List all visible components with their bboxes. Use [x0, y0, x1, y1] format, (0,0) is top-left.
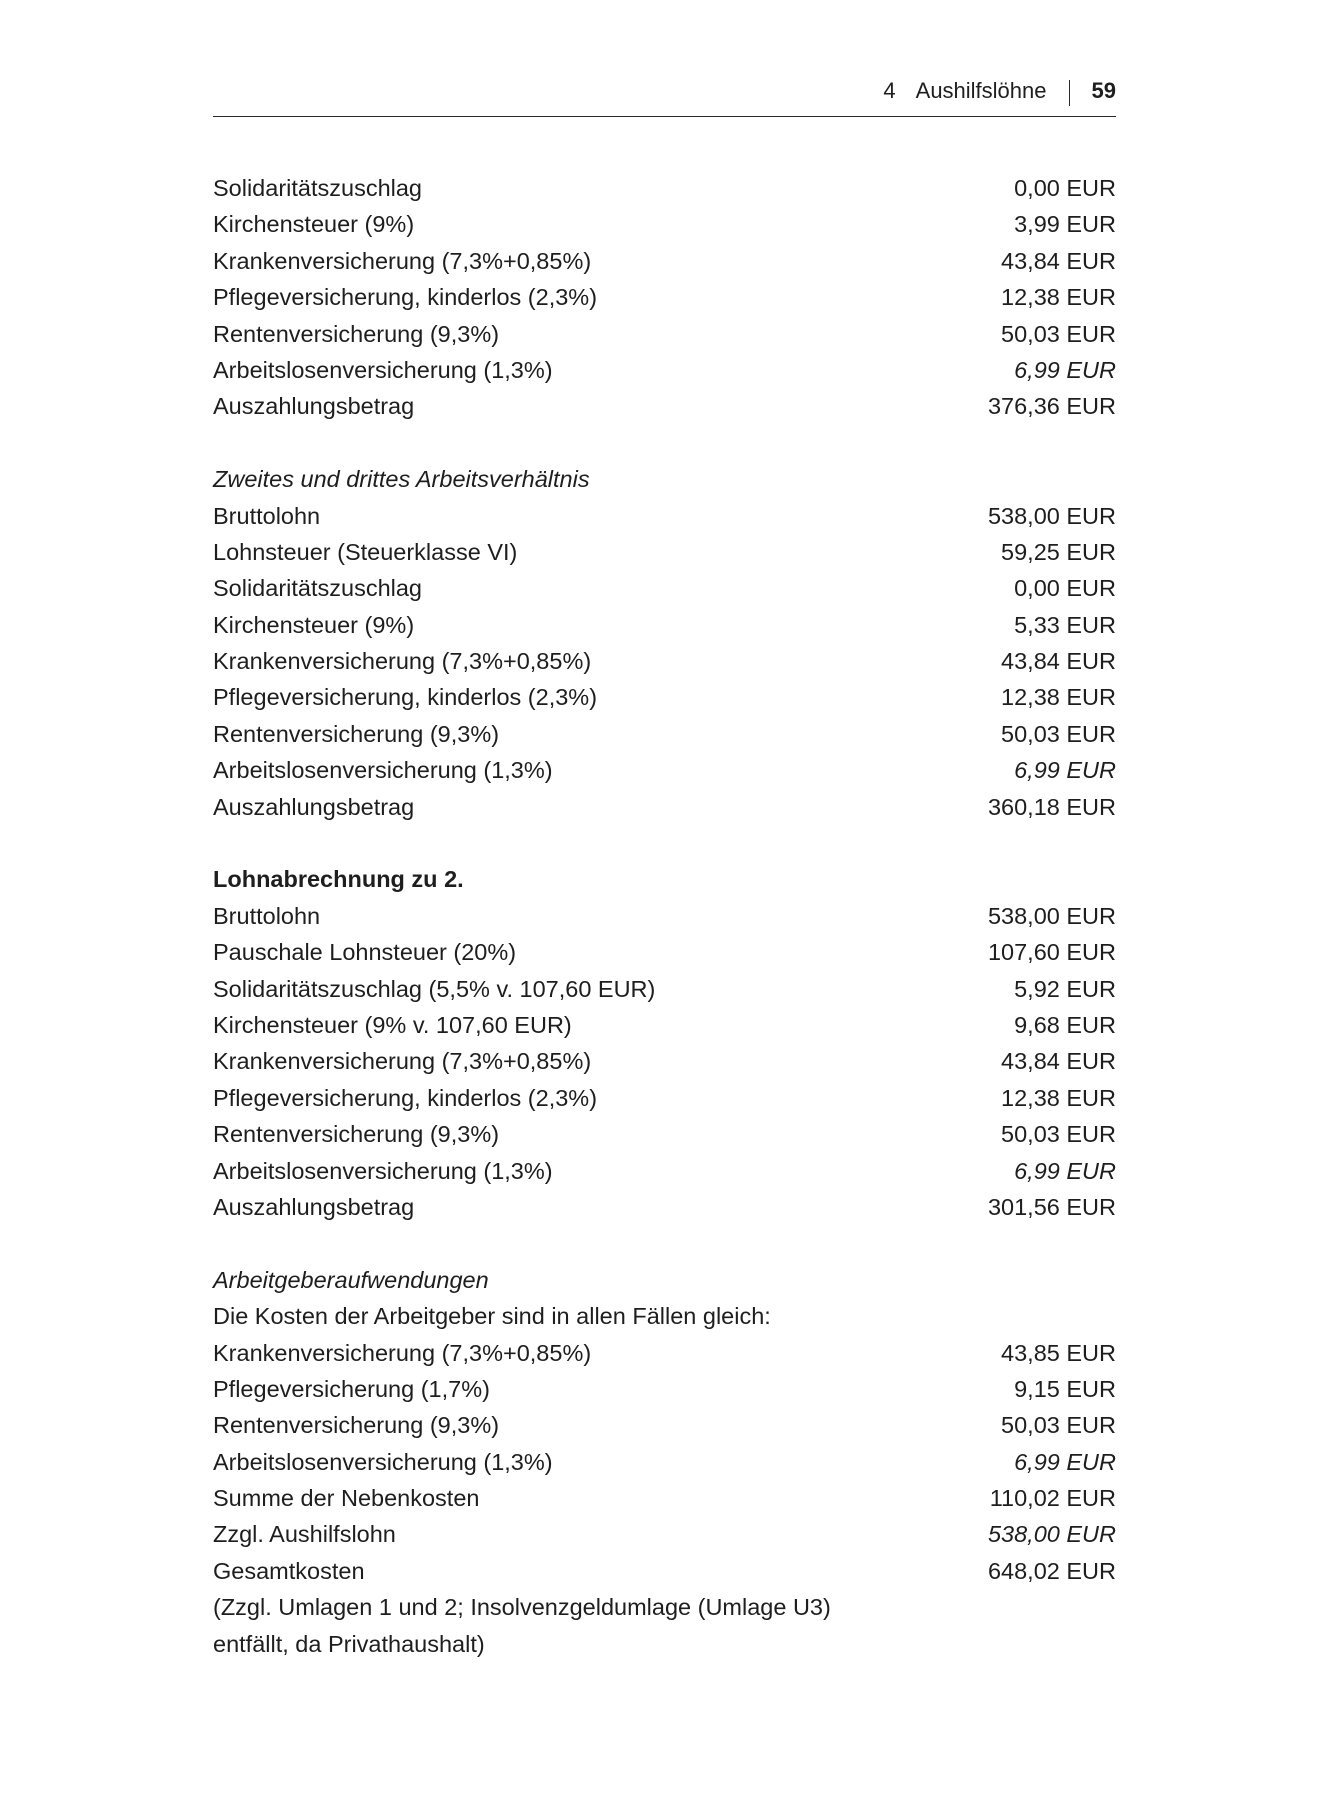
row-value: 6,99 EUR — [1014, 356, 1116, 383]
table-row — [213, 534, 1116, 570]
row-value: 6,99 EUR — [1014, 1448, 1116, 1475]
table-row — [213, 1553, 1116, 1589]
row-value: 43,85 EUR — [1001, 1339, 1116, 1366]
row-label: Arbeitslosenversicherung (1,3%) — [213, 1448, 553, 1475]
row-label: Summe der Nebenkosten — [213, 1485, 480, 1512]
row-label: Krankenversicherung (7,3%+0,85%) — [213, 648, 592, 675]
table-row — [213, 1444, 1116, 1480]
table-row — [213, 243, 1116, 279]
row-value: 110,02 EUR — [989, 1485, 1116, 1512]
table-row — [213, 934, 1116, 970]
table-row — [213, 279, 1116, 315]
running-header — [213, 78, 1116, 117]
row-value: 6,99 EUR — [1014, 1157, 1116, 1184]
spacer — [213, 425, 1116, 461]
table-row — [213, 716, 1116, 752]
table-row — [213, 388, 1116, 424]
table-row — [213, 1189, 1116, 1225]
table-row — [213, 1516, 1116, 1552]
row-label: Solidaritätszuschlag — [213, 575, 422, 602]
row-value: 43,84 EUR — [1001, 247, 1116, 274]
section-heading: Lohnabrechnung zu 2. — [213, 866, 464, 893]
row-label: Kirchensteuer (9% v. 107,60 EUR) — [213, 1011, 572, 1038]
block-second-third-employment — [213, 461, 1116, 825]
table-row — [213, 498, 1116, 534]
table-row — [213, 352, 1116, 388]
table-row — [213, 789, 1116, 825]
row-label: Rentenversicherung (9,3%) — [213, 320, 500, 347]
row-label: Solidaritätszuschlag — [213, 175, 422, 201]
row-value: 50,03 EUR — [1001, 1412, 1116, 1439]
intro-text: Die Kosten der Arbeitgeber sind in allen Fällen gleich: — [213, 1303, 771, 1330]
row-value: 648,02 EUR — [987, 1557, 1116, 1584]
row-label: Bruttolohn — [213, 902, 321, 929]
row-value: 43,84 EUR — [1001, 1048, 1116, 1075]
row-value: 538,00 EUR — [987, 902, 1116, 929]
block-payroll-2 — [213, 861, 1116, 1225]
row-label: Rentenversicherung (9,3%) — [213, 720, 500, 747]
row-label: Solidaritätszuschlag (5,5% v. 107,60 EUR) — [213, 975, 656, 1002]
page-content — [213, 170, 1116, 1662]
section-heading: Zweites und drittes Arbeitsverhältnis — [213, 466, 590, 493]
row-label: Krankenversicherung (7,3%+0,85%) — [213, 1048, 592, 1075]
row-label: Arbeitslosenversicherung (1,3%) — [213, 1157, 553, 1184]
row-value: 12,38 EUR — [1001, 284, 1116, 311]
row-label: Rentenversicherung (9,3%) — [213, 1412, 500, 1439]
table-row — [213, 206, 1116, 242]
chapter-number: 4 — [883, 78, 896, 103]
row-value: 59,25 EUR — [1001, 538, 1116, 565]
table-row — [213, 1480, 1116, 1516]
row-label: Gesamtkosten — [213, 1557, 365, 1584]
row-value: 5,92 EUR — [1014, 975, 1116, 1002]
page-number: 59 — [1091, 78, 1116, 103]
header-separator — [1069, 80, 1070, 106]
row-value: 301,56 EUR — [987, 1193, 1116, 1220]
spacer — [213, 1225, 1116, 1261]
table-row — [213, 898, 1116, 934]
row-label: Pflegeversicherung, kinderlos (2,3%) — [213, 1084, 598, 1111]
row-label: Auszahlungsbetrag — [213, 393, 415, 420]
row-value: 538,00 EUR — [987, 1521, 1116, 1548]
row-value: 50,03 EUR — [1001, 720, 1116, 747]
note-line: entfällt, da Privathaushalt) — [213, 1630, 485, 1657]
row-label: Krankenversicherung (7,3%+0,85%) — [213, 247, 592, 274]
table-row — [213, 1007, 1116, 1043]
row-label: Arbeitslosenversicherung (1,3%) — [213, 356, 553, 383]
row-value: 107,60 EUR — [987, 939, 1116, 966]
row-label: Kirchensteuer (9%) — [213, 611, 415, 638]
table-row — [213, 643, 1116, 679]
table-row — [213, 971, 1116, 1007]
row-label: Bruttolohn — [213, 502, 321, 529]
table-row — [213, 170, 1116, 206]
chapter-title: Aushilfslöhne — [915, 78, 1047, 103]
table-row — [213, 1116, 1116, 1152]
row-value: 9,68 EUR — [1014, 1011, 1116, 1038]
row-label: Auszahlungsbetrag — [213, 793, 415, 820]
row-value: 50,03 EUR — [1001, 1121, 1116, 1148]
block-first-employment — [213, 170, 1116, 425]
row-value: 12,38 EUR — [1001, 1084, 1116, 1111]
block-employer-costs — [213, 1262, 1116, 1662]
table-row — [213, 1043, 1116, 1079]
row-value: 50,03 EUR — [1001, 320, 1116, 347]
table-row — [213, 752, 1116, 788]
row-label: Zzgl. Aushilfslohn — [213, 1521, 396, 1548]
spacer — [213, 825, 1116, 861]
row-label: Pauschale Lohnsteuer (20%) — [213, 939, 517, 966]
row-label: Pflegeversicherung, kinderlos (2,3%) — [213, 284, 598, 311]
row-label: Kirchensteuer (9%) — [213, 211, 415, 238]
row-value: 376,36 EUR — [987, 393, 1116, 420]
row-value: 3,99 EUR — [1014, 211, 1116, 238]
row-value: 5,33 EUR — [1014, 611, 1116, 638]
table-row — [213, 1153, 1116, 1189]
row-value: 6,99 EUR — [1014, 757, 1116, 784]
row-value: 0,00 EUR — [1014, 575, 1116, 602]
table-row — [213, 1407, 1116, 1443]
note-line: (Zzgl. Umlagen 1 und 2; Insolvenzgeldumlage (Umlage U3) — [213, 1594, 831, 1621]
row-value: 43,84 EUR — [1001, 648, 1116, 675]
row-label: Rentenversicherung (9,3%) — [213, 1121, 500, 1148]
table-row — [213, 316, 1116, 352]
table-row — [213, 570, 1116, 606]
row-value: 9,15 EUR — [1014, 1375, 1116, 1402]
row-value: 12,38 EUR — [1001, 684, 1116, 711]
row-value: 0,00 EUR — [1014, 175, 1116, 201]
row-label: Lohnsteuer (Steuerklasse VI) — [213, 538, 518, 565]
row-label: Arbeitslosenversicherung (1,3%) — [213, 757, 553, 784]
table-row — [213, 1335, 1116, 1371]
table-row — [213, 1371, 1116, 1407]
table-row — [213, 1080, 1116, 1116]
row-value: 538,00 EUR — [987, 502, 1116, 529]
row-label: Krankenversicherung (7,3%+0,85%) — [213, 1339, 592, 1366]
row-value: 360,18 EUR — [987, 793, 1116, 820]
row-label: Auszahlungsbetrag — [213, 1193, 415, 1220]
section-heading: Arbeitgeberaufwendungen — [213, 1266, 489, 1293]
row-label: Pflegeversicherung (1,7%) — [213, 1375, 490, 1402]
row-label: Pflegeversicherung, kinderlos (2,3%) — [213, 684, 598, 711]
table-row — [213, 607, 1116, 643]
table-row — [213, 679, 1116, 715]
